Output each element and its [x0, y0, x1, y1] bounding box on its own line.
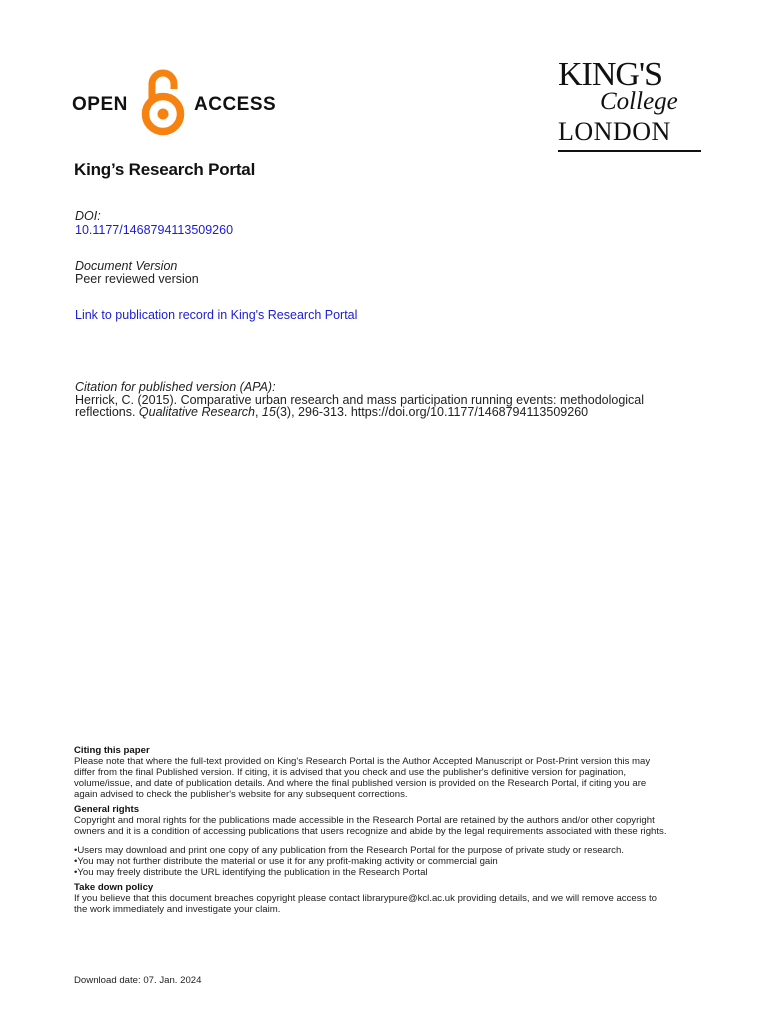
notice-block	[74, 745, 724, 915]
citation-label: Citation for published version (APA):	[75, 380, 276, 394]
citing-line: differ from the final Published version. If citing, it is advised that you check and use the publisher's definitive version for pagination,	[74, 767, 627, 778]
publication-record-link[interactable]: Link to publication record in King's Research Portal	[75, 308, 358, 322]
citation-line-1: Herrick, C. (2015). Comparative urban research and mass participation running events: methodological	[75, 393, 645, 407]
doi-label: DOI:	[75, 209, 101, 223]
takedown-line: the work immediately and investigate your claim.	[74, 904, 281, 915]
rights-heading: General rights	[74, 804, 140, 815]
citation-line-2	[75, 405, 588, 419]
open-access-word-open: OPEN	[72, 94, 128, 115]
citation-text-pre: reflections.	[75, 405, 139, 419]
open-access-word-access: ACCESS	[194, 94, 277, 115]
citing-line: Please note that where the full-text provided on King's Research Portal is the Author Accepted Manuscript or Post-Print version this may	[74, 756, 651, 767]
bullet-item: •Users may download and print one copy of any publication from the Research Portal for the purpose of private study or research.	[74, 845, 624, 856]
kcl-logo-college: College	[600, 88, 678, 115]
takedown-line: If you believe that this document breaches copyright please contact librarypure@kcl.ac.uk providing details, and we will remove access to	[74, 893, 657, 904]
citation-text-post: (3), 296-313. https://doi.org/10.1177/1468794113509260	[275, 405, 589, 419]
rights-line: owners and it is a condition of accessing publications that users recognize and abide by the legal requirements associated with these rights.	[74, 826, 667, 837]
kcl-logo-kings: KING'S	[558, 56, 663, 93]
portal-title: King’s Research Portal	[74, 160, 256, 179]
citation-comma: ,	[254, 405, 262, 419]
open-lock-icon	[138, 62, 188, 136]
bullet-item: •You may not further distribute the material or use it for any profit-making activity or commercial gain	[74, 856, 498, 867]
rights-line: Copyright and moral rights for the publications made accessible in the Research Portal are retained by the authors and/or other copyright	[74, 815, 655, 826]
kcl-logo-london: LONDON	[558, 117, 671, 146]
kcl-logo-rule	[558, 150, 701, 152]
citing-line: again advised to check the publisher's website for any subsequent corrections.	[74, 789, 408, 800]
doi-link[interactable]: 10.1177/1468794113509260	[75, 223, 234, 237]
takedown-heading: Take down policy	[74, 882, 154, 893]
citing-heading: Citing this paper	[74, 745, 150, 756]
download-date: Download date: 07. Jan. 2024	[74, 975, 202, 986]
citation-volume: 15	[261, 405, 276, 419]
document-version-value: Peer reviewed version	[75, 272, 199, 286]
document-version-label: Document Version	[75, 259, 178, 273]
citing-line: volume/issue, and date of publication details. And where the final published version is provided on the Research Portal, if citing you are	[74, 778, 647, 789]
citation-journal: Qualitative Research	[138, 405, 255, 419]
bullet-item: •You may freely distribute the URL identifying the publication in the Research Portal	[74, 867, 428, 878]
